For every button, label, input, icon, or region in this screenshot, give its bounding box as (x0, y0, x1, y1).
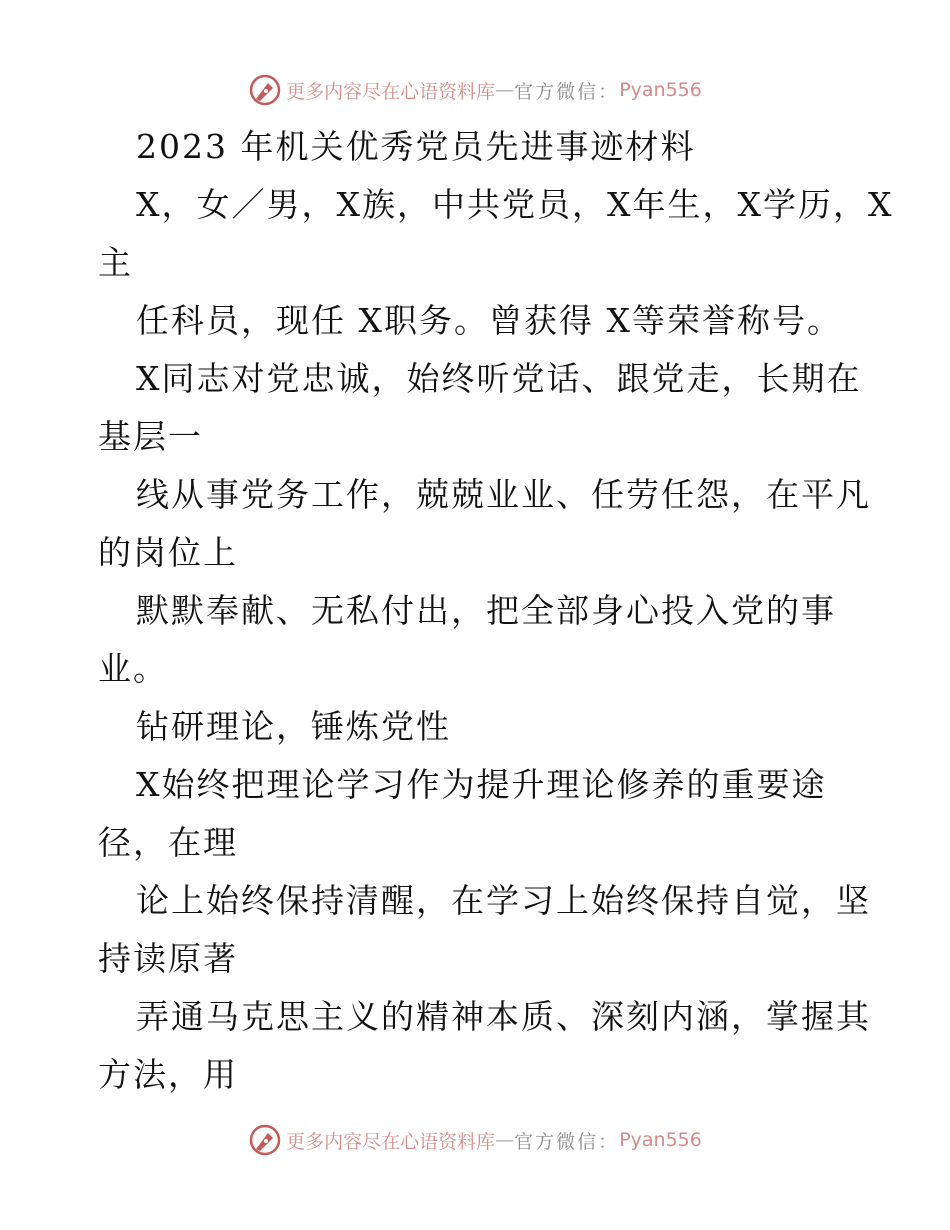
watermark-separator: — (495, 79, 515, 101)
text-line: X，女／男，X族，中共党员，X年生，X学历，X (136, 185, 894, 224)
text-line: 的岗位上 (98, 533, 238, 572)
watermark-site-text: 更多内容尽在心语资料库 (286, 1130, 496, 1153)
text-line: 钻研理论，锤炼党性 (136, 707, 451, 746)
watermark-separator: — (495, 1129, 515, 1151)
text-line: 方法，用 (98, 1055, 238, 1094)
document-body (98, 118, 894, 1104)
text-line: 主 (98, 243, 133, 282)
text-line: 线从事党务工作，兢兢业业、任劳任怨，在平凡 (136, 475, 871, 514)
text-line: 持读原著 (98, 939, 238, 978)
text-line: 论上始终保持清醒，在学习上始终保持自觉，坚 (136, 881, 871, 920)
footer-watermark (0, 1123, 950, 1157)
pen-nib-logo-icon (248, 1123, 282, 1157)
text-line: 2023 年机关优秀党员先进事迹材料 (136, 127, 696, 166)
watermark-wechat-id: Pyan556 (619, 79, 702, 101)
text-line: 业。 (98, 649, 168, 688)
text-line: 默默奉献、无私付出，把全部身心投入党的事 (136, 591, 836, 630)
text-line: X始终把理论学习作为提升理论修养的重要途 (136, 765, 827, 804)
watermark-official-label: 官方微信： (514, 1130, 620, 1153)
text-line: 任科员，现任 X职务。曾获得 X等荣誉称号。 (136, 301, 842, 340)
text-line: X同志对党忠诚，始终听党话、跟党走，长期在 (136, 359, 862, 398)
watermark-official-label: 官方微信： (514, 80, 620, 103)
pen-nib-logo-icon (248, 73, 282, 107)
text-line: 径，在理 (98, 823, 238, 862)
header-watermark (0, 73, 950, 107)
text-line: 弄通马克思主义的精神本质、深刻内涵，掌握其 (136, 997, 871, 1036)
watermark-site-text: 更多内容尽在心语资料库 (286, 80, 496, 103)
text-line: 基层一 (98, 417, 203, 456)
watermark-wechat-id: Pyan556 (619, 1129, 702, 1151)
